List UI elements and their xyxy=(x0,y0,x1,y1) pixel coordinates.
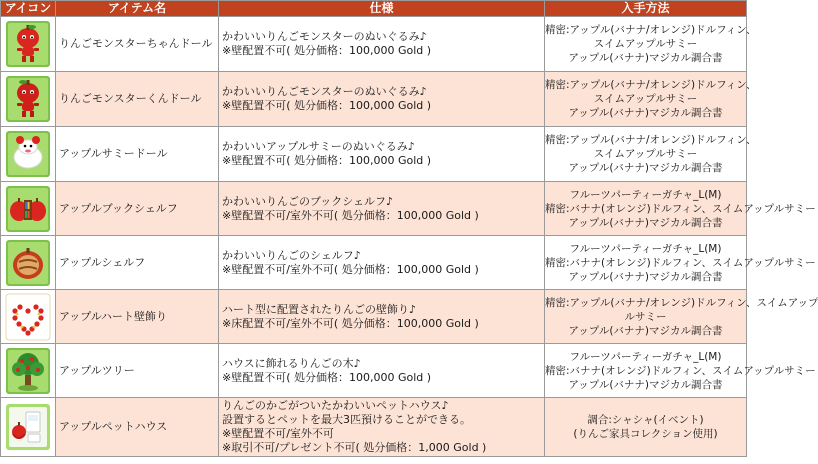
header-spec: 仕様 xyxy=(219,1,545,17)
spec-line: ※取引不可/プレゼント不可( 処分価格：1,000 Gold ) xyxy=(222,441,487,454)
header-name: アイテム名 xyxy=(56,1,219,17)
source-line: アップル(バナナ)マジカル調合書 xyxy=(568,52,723,64)
item-spec xyxy=(219,182,545,236)
source-line: ルサミー xyxy=(624,310,667,323)
icon-cell xyxy=(1,17,56,72)
icon-cell xyxy=(1,290,56,344)
item-name: アップルハート壁飾り xyxy=(56,290,219,344)
item-name: アップルペットハウス xyxy=(56,398,219,457)
source-line: アップル(バナナ)マジカル調合書 xyxy=(568,378,723,391)
source-line: アップル(バナナ)マジカル調合書 xyxy=(568,324,723,337)
apple-bookshelf-icon xyxy=(6,186,50,232)
item-spec xyxy=(219,344,545,398)
icon-cell xyxy=(1,344,56,398)
source-line: 精密:バナナ(オレンジ)ドルフィン、スイムアップルサミー xyxy=(545,202,816,215)
item-name: りんごモンスターくんドール xyxy=(56,72,219,127)
spec-line: かわいいアップルサミーのぬいぐるみ♪ xyxy=(222,140,415,153)
icon-cell xyxy=(1,182,56,236)
item-source xyxy=(545,127,757,182)
item-spec xyxy=(219,127,545,182)
apple-sammy-doll-icon xyxy=(6,131,50,177)
source-line: 精密:アップル(バナナ/オレンジ)ドルフィン、スイムアップ xyxy=(545,296,818,309)
source-line: フルーツパーティーガチャ_L(M) xyxy=(569,188,722,201)
spec-line: ※壁配置不可( 処分価格：100,000 Gold ) xyxy=(222,44,432,57)
apple-heart-wall-decor-icon xyxy=(6,294,50,340)
apple-tree-icon xyxy=(6,348,50,394)
item-spec xyxy=(219,72,545,127)
table-row xyxy=(1,290,747,344)
spec-line: ※壁配置不可/室外不可( 処分価格：100,000 Gold ) xyxy=(222,208,479,222)
spec-line: りんごのかごがついたかわいいペットハウス♪ xyxy=(222,399,449,412)
header-icon: アイコン xyxy=(1,1,56,17)
icon-cell xyxy=(1,127,56,182)
item-name: りんごモンスターちゃんドール xyxy=(56,17,219,72)
header-source: 入手方法 xyxy=(545,1,747,17)
source-line: アップル(バナナ)マジカル調合書 xyxy=(568,216,723,229)
table-row xyxy=(1,17,747,72)
spec-line: ※壁配置不可( 処分価格：100,000 Gold ) xyxy=(222,99,432,112)
source-line: スイムアップルサミー xyxy=(593,148,698,160)
spec-line: かわいいりんごモンスターのぬいぐるみ♪ xyxy=(222,85,427,98)
apple-monster-chan-doll-icon xyxy=(6,21,50,67)
icon-cell xyxy=(1,72,56,127)
spec-line: ハウスに飾れるりんごの木♪ xyxy=(222,356,361,370)
item-source xyxy=(545,72,757,127)
source-line: 精密:アップル(バナナ/オレンジ)ドルフィン、 xyxy=(545,24,757,36)
item-spec xyxy=(219,290,545,344)
spec-line: ※壁配置不可( 処分価格：100,000 Gold ) xyxy=(222,154,432,167)
item-source xyxy=(545,17,757,72)
item-spec xyxy=(219,236,545,290)
table-row xyxy=(1,182,747,236)
table-row xyxy=(1,398,747,457)
spec-line: かわいいりんごモンスターのぬいぐるみ♪ xyxy=(222,30,427,43)
table-row xyxy=(1,236,747,290)
item-source xyxy=(545,182,816,236)
apple-pet-house-icon xyxy=(6,404,50,450)
source-line: 精密:アップル(バナナ/オレンジ)ドルフィン、 xyxy=(545,134,757,146)
item-name: アップルサミードール xyxy=(56,127,219,182)
source-line: スイムアップルサミー xyxy=(593,38,698,50)
source-line: 調合:シャシャ(イベント) xyxy=(587,414,704,426)
spec-line: ※壁配置不可/室外不可 xyxy=(222,427,334,440)
table-row xyxy=(1,72,747,127)
table-row xyxy=(1,344,747,398)
source-line: 精密:バナナ(オレンジ)ドルフィン、スイムアップルサミー xyxy=(545,256,816,269)
source-line: 精密:アップル(バナナ/オレンジ)ドルフィン、 xyxy=(545,79,757,91)
source-line: アップル(バナナ)マジカル調合書 xyxy=(568,270,723,283)
spec-line: ハート型に配置されたりんごの壁飾り♪ xyxy=(222,302,417,316)
source-line: フルーツパーティーガチャ_L(M) xyxy=(569,242,722,255)
item-source xyxy=(545,290,818,344)
spec-line: かわいいりんごのブックシェルフ♪ xyxy=(222,194,394,208)
apple-monster-kun-doll-icon xyxy=(6,76,50,122)
spec-line: 設置するとペットを最大3匹預けることができる。 xyxy=(222,413,471,426)
icon-cell xyxy=(1,398,56,457)
item-source xyxy=(545,398,747,457)
spec-line: ※壁配置不可( 処分価格：100,000 Gold ) xyxy=(222,370,432,384)
source-line: アップル(バナナ)マジカル調合書 xyxy=(568,107,723,119)
icon-cell xyxy=(1,236,56,290)
item-name: アップルブックシェルフ xyxy=(56,182,219,236)
item-spec xyxy=(219,17,545,72)
item-name: アップルツリー xyxy=(56,344,219,398)
spec-line: ※床配置不可/室外不可( 処分価格：100,000 Gold ) xyxy=(222,316,479,330)
table-row xyxy=(1,127,747,182)
item-name: アップルシェルフ xyxy=(56,236,219,290)
source-line: アップル(バナナ)マジカル調合書 xyxy=(568,162,723,174)
apple-shelf-icon xyxy=(6,240,50,286)
item-source xyxy=(545,236,816,290)
item-source xyxy=(545,344,816,398)
source-line: フルーツパーティーガチャ_L(M) xyxy=(569,350,722,363)
source-line: スイムアップルサミー xyxy=(593,93,698,105)
item-spec xyxy=(219,398,545,457)
spec-line: かわいいりんごのシェルフ♪ xyxy=(222,248,361,262)
source-line: 精密:バナナ(オレンジ)ドルフィン、スイムアップルサミー xyxy=(545,364,816,377)
source-line: (りんご家具コレクション使用) xyxy=(573,428,718,440)
header-row xyxy=(1,1,747,17)
spec-line: ※壁配置不可/室外不可( 処分価格：100,000 Gold ) xyxy=(222,262,479,276)
